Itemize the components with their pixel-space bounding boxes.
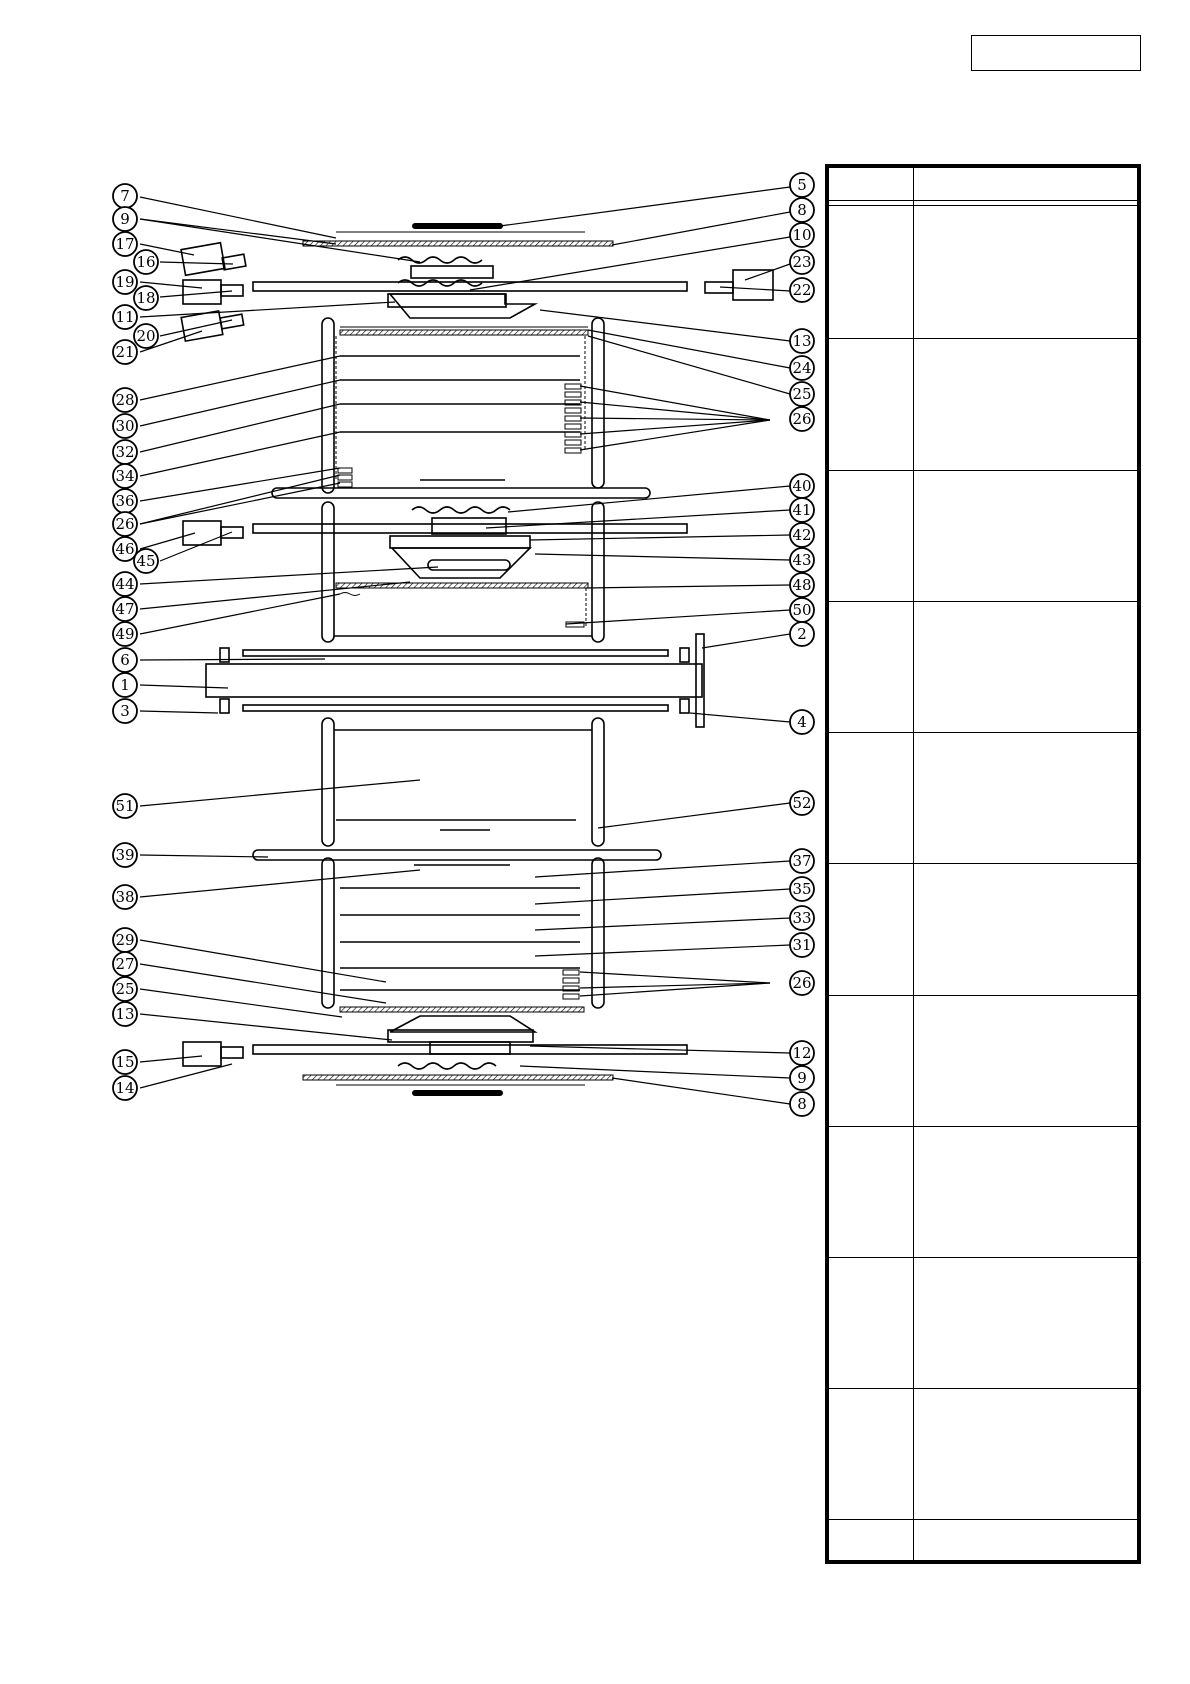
svg-text:15: 15 — [115, 1053, 135, 1071]
middle-element-block — [432, 518, 506, 534]
callout-26-bottom — [790, 971, 814, 995]
svg-text:8: 8 — [797, 1095, 807, 1113]
bottom-rail — [253, 1045, 687, 1054]
table-row-divider — [829, 1519, 1137, 1520]
callout-46 — [113, 537, 137, 561]
lower-shaft-rail — [243, 705, 668, 711]
upper-shaft-rail — [243, 650, 668, 656]
callout-18 — [134, 286, 158, 310]
table-row-divider — [829, 338, 1137, 339]
callout-52 — [790, 791, 814, 815]
callout-35 — [790, 877, 814, 901]
table-header-line-double — [829, 205, 1137, 206]
svg-text:22: 22 — [792, 281, 812, 299]
middle-right-post — [592, 502, 604, 642]
table-row-divider — [829, 470, 1137, 471]
callout-2 — [790, 622, 814, 646]
callout-25-right — [790, 382, 814, 406]
top-hatched-plate — [303, 241, 613, 246]
callout-25-left — [113, 977, 137, 1001]
svg-text:25: 25 — [792, 385, 812, 403]
callout-9-bottom — [790, 1066, 814, 1090]
svg-text:48: 48 — [792, 576, 812, 594]
callout-45 — [134, 549, 158, 573]
bottom-left-post — [322, 858, 334, 1008]
bottom-hatched-plate-outer — [303, 1075, 613, 1080]
top-clamp-plate — [388, 294, 506, 307]
callout-31 — [790, 933, 814, 957]
callout-49 — [113, 622, 137, 646]
svg-text:45: 45 — [136, 552, 156, 570]
callout-48 — [790, 573, 814, 597]
svg-text:11: 11 — [115, 308, 135, 326]
callout-1 — [113, 673, 137, 697]
callout-30 — [113, 414, 137, 438]
callout-33 — [790, 906, 814, 930]
svg-text:37: 37 — [792, 852, 812, 870]
callout-14 — [113, 1076, 137, 1100]
callout-50 — [790, 598, 814, 622]
callout-8-bottom — [790, 1092, 814, 1116]
callout-38 — [113, 885, 137, 909]
svg-text:33: 33 — [792, 909, 812, 927]
svg-text:21: 21 — [115, 343, 135, 361]
svg-text:26: 26 — [792, 410, 812, 428]
svg-text:43: 43 — [792, 551, 812, 569]
callout-4 — [790, 710, 814, 734]
part-21-block — [181, 311, 223, 341]
callout-8-top — [790, 198, 814, 222]
svg-text:28: 28 — [115, 391, 135, 409]
callout-6 — [113, 648, 137, 672]
svg-text:36: 36 — [115, 492, 135, 510]
table-column-divider — [913, 168, 914, 1560]
bottom-right-post — [592, 858, 604, 1008]
table-row-divider — [829, 1257, 1137, 1258]
callout-21 — [113, 340, 137, 364]
svg-text:46: 46 — [115, 540, 135, 558]
callout-11 — [113, 305, 137, 329]
svg-text:9: 9 — [797, 1069, 807, 1087]
lower-left-post — [322, 718, 334, 846]
svg-text:14: 14 — [115, 1079, 135, 1097]
middle-left-post — [322, 502, 334, 642]
top-clamp-bracket — [390, 294, 535, 318]
part-46-block — [183, 521, 221, 545]
callout-19 — [113, 270, 137, 294]
callout-51 — [113, 794, 137, 818]
bottom-hatched-plate — [340, 1007, 584, 1012]
lower-right-post — [592, 718, 604, 846]
svg-text:6: 6 — [120, 651, 130, 669]
callout-44 — [113, 572, 137, 596]
main-shaft — [206, 664, 702, 697]
table-row-divider — [829, 601, 1137, 602]
svg-text:18: 18 — [136, 289, 156, 307]
svg-text:20: 20 — [136, 327, 156, 345]
svg-text:38: 38 — [115, 888, 135, 906]
callout-26-mid — [113, 512, 137, 536]
table-row-divider — [829, 732, 1137, 733]
svg-text:27: 27 — [115, 955, 135, 973]
lower-left-connector-stack — [338, 468, 352, 487]
callout-42 — [790, 523, 814, 547]
svg-text:3: 3 — [120, 702, 130, 720]
part-17-block — [181, 243, 225, 276]
callout-16 — [134, 250, 158, 274]
callout-13-right — [790, 329, 814, 353]
top-heater-coil-lower — [398, 280, 482, 286]
svg-text:10: 10 — [792, 226, 812, 244]
callout-39 — [113, 843, 137, 867]
svg-text:7: 7 — [120, 187, 130, 205]
upper-hatched-plate — [340, 330, 588, 335]
main-shaft-assembly — [206, 634, 704, 727]
svg-text:2: 2 — [797, 625, 807, 643]
svg-text:29: 29 — [115, 931, 135, 949]
svg-text:35: 35 — [792, 880, 812, 898]
table-row-divider — [829, 863, 1137, 864]
part-23-block — [733, 270, 773, 300]
svg-text:31: 31 — [792, 936, 812, 954]
svg-text:34: 34 — [115, 467, 135, 485]
svg-text:42: 42 — [792, 526, 812, 544]
table-row-divider — [829, 995, 1137, 996]
svg-text:13: 13 — [792, 332, 812, 350]
callout-9 — [113, 207, 137, 231]
svg-text:50: 50 — [792, 601, 812, 619]
callout-3 — [113, 699, 137, 723]
callout-10 — [790, 223, 814, 247]
svg-text:26: 26 — [115, 515, 135, 533]
callout-12 — [790, 1041, 814, 1065]
header-info-box — [971, 35, 1141, 71]
callout-17 — [113, 232, 137, 256]
upper-connector-stack — [565, 384, 581, 453]
svg-text:30: 30 — [115, 417, 135, 435]
callout-43 — [790, 548, 814, 572]
part-14-plug — [221, 1047, 243, 1058]
callout-bubbles — [113, 173, 814, 1116]
middle-heater-coil — [412, 507, 510, 513]
callout-7 — [113, 184, 137, 208]
svg-text:9: 9 — [120, 210, 130, 228]
svg-text:52: 52 — [792, 794, 812, 812]
part-15-block — [183, 1042, 221, 1066]
svg-text:5: 5 — [797, 176, 807, 194]
svg-text:51: 51 — [115, 797, 135, 815]
table-row-divider — [829, 1126, 1137, 1127]
callout-29 — [113, 928, 137, 952]
svg-text:19: 19 — [115, 273, 135, 291]
svg-text:40: 40 — [792, 477, 812, 495]
callout-40 — [790, 474, 814, 498]
lower-frame-assembly — [183, 718, 687, 1093]
svg-text:8: 8 — [797, 201, 807, 219]
svg-text:47: 47 — [115, 600, 135, 618]
svg-text:17: 17 — [115, 235, 135, 253]
callout-27 — [113, 952, 137, 976]
callout-26-top — [790, 407, 814, 431]
part-16-plug — [222, 254, 246, 270]
callout-34 — [113, 464, 137, 488]
callout-22 — [790, 278, 814, 302]
callout-23 — [790, 250, 814, 274]
bottom-heater-coil — [398, 1063, 496, 1069]
svg-text:13: 13 — [115, 1005, 135, 1023]
part-18-plug — [221, 285, 243, 296]
svg-text:16: 16 — [136, 253, 156, 271]
svg-text:26: 26 — [792, 974, 812, 992]
callout-47 — [113, 597, 137, 621]
svg-text:4: 4 — [797, 713, 807, 731]
svg-text:24: 24 — [792, 359, 812, 377]
callout-36 — [113, 489, 137, 513]
bottom-connector-stack — [563, 970, 579, 999]
middle-clamp-plate — [390, 536, 530, 548]
callout-24 — [790, 356, 814, 380]
table-row-divider — [829, 1388, 1137, 1389]
table-header-line — [829, 200, 1137, 201]
top-element-block — [411, 266, 493, 278]
callout-32 — [113, 440, 137, 464]
svg-text:1: 1 — [120, 676, 130, 694]
svg-text:12: 12 — [792, 1044, 812, 1062]
svg-text:25: 25 — [115, 980, 135, 998]
upper-frame-assembly — [272, 318, 650, 498]
top-heating-assembly — [181, 226, 773, 341]
leader-lines — [140, 187, 790, 1104]
callout-15 — [113, 1050, 137, 1074]
callout-37 — [790, 849, 814, 873]
middle-rail — [253, 524, 687, 533]
svg-text:32: 32 — [115, 443, 135, 461]
exploded-assembly-diagram — [0, 0, 820, 1140]
callout-20 — [134, 324, 158, 348]
svg-text:39: 39 — [115, 846, 135, 864]
svg-text:41: 41 — [792, 501, 812, 519]
callout-28 — [113, 388, 137, 412]
callout-13-left — [113, 1002, 137, 1026]
parts-list-table — [825, 164, 1141, 1564]
svg-text:44: 44 — [115, 575, 135, 593]
svg-text:49: 49 — [115, 625, 135, 643]
callout-41 — [790, 498, 814, 522]
callout-5 — [790, 173, 814, 197]
svg-text:23: 23 — [792, 253, 812, 271]
